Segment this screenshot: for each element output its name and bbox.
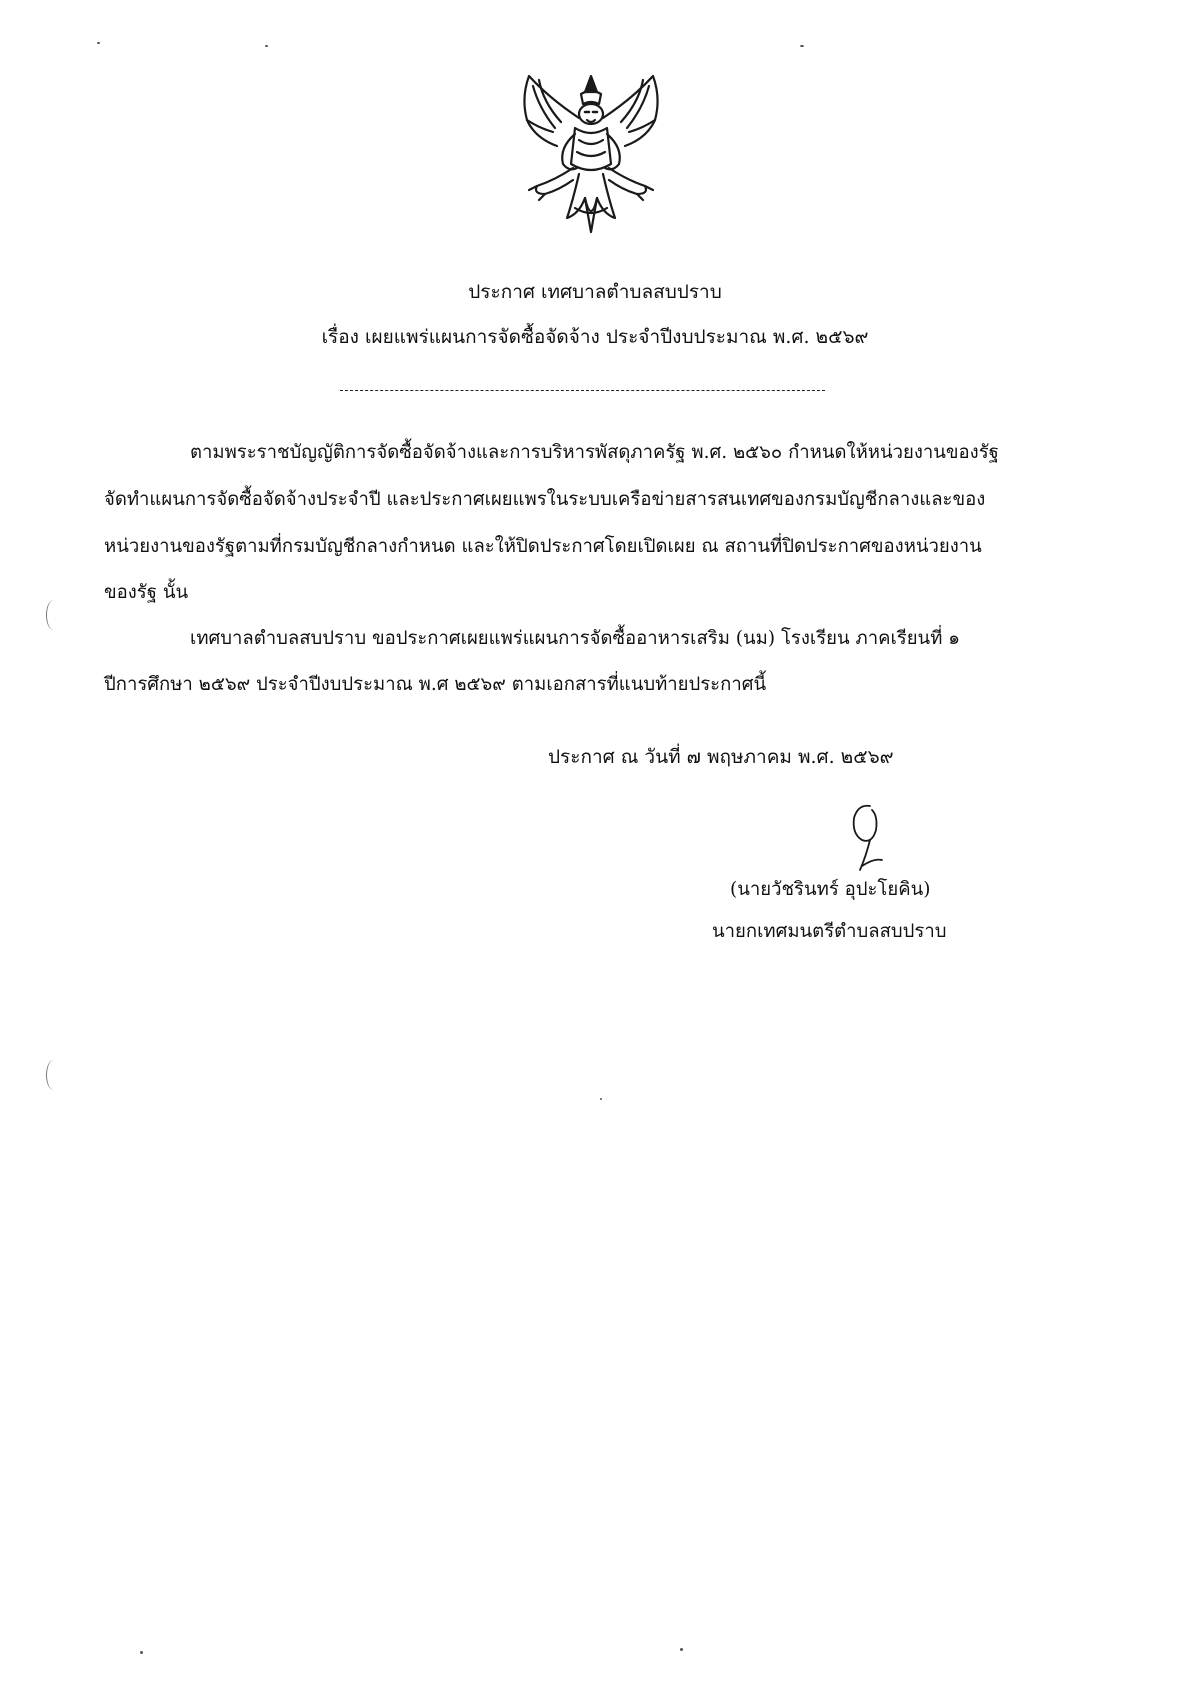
paragraph1-line1: ตามพระราชบัญญัติการจัดซื้อจัดจ้างและการบริหารพัสดุภาครัฐ พ.ศ. ๒๕๖๐ กำหนดให้หน่วยงานของรัฐ — [190, 442, 999, 463]
handwritten-signature-icon — [840, 800, 890, 875]
signer-position: นายกเทศมนตรีตำบลสบปราบ — [712, 921, 947, 942]
scan-speck — [140, 1651, 143, 1654]
paragraph2-line2: ปีการศึกษา ๒๕๖๙ ประจำปีงบประมาณ พ.ศ ๒๕๖๙ ตามเอกสารที่แนบท้ายประกาศนี้ — [104, 674, 767, 695]
paragraph1-line4: ของรัฐ นั้น — [104, 582, 189, 603]
binder-hole-mark — [46, 600, 61, 630]
binder-hole-mark — [46, 1060, 61, 1090]
paragraph1-line2: จัดทำแผนการจัดซื้อจัดจ้างประจำปี และประกาศเผยแพรในระบบเครือข่ายสารสนเทศของกรมบัญชีกลางและของ — [104, 489, 986, 510]
dashed-separator — [340, 390, 825, 391]
paragraph1-line3: หน่วยงานของรัฐตามที่กรมบัญชีกลางกำหนด และให้ปิดประกาศโดยเปิดเผย ณ สถานที่ปิดประกาศของหน่วยงาน — [104, 536, 982, 557]
announcement-subject: เรื่อง เผยแพร่แผนการจัดซื้อจัดจ้าง ประจำปีงบประมาณ พ.ศ. ๒๕๖๙ — [321, 326, 869, 348]
scan-speck — [265, 45, 268, 47]
scan-speck — [680, 1648, 683, 1651]
paragraph2-line1: เทศบาลตำบลสบปราบ ขอประกาศเผยแพร่แผนการจัดซื้ออาหารเสริม (นม) โรงเรียน ภาคเรียนที่ ๑ — [190, 628, 961, 649]
signer-name: (นายวัชรินทร์ อุปะโยคิน) — [730, 879, 931, 900]
announcement-date: ประกาศ ณ วันที่ ๗ พฤษภาคม พ.ศ. ๒๕๖๙ — [548, 746, 894, 768]
garuda-emblem-icon — [509, 68, 673, 236]
scan-speck — [800, 45, 804, 47]
scan-speck — [600, 1098, 602, 1100]
announcement-issuer: ประกาศ เทศบาลตำบลสบปราบ — [468, 281, 722, 303]
scan-speck — [97, 42, 100, 44]
